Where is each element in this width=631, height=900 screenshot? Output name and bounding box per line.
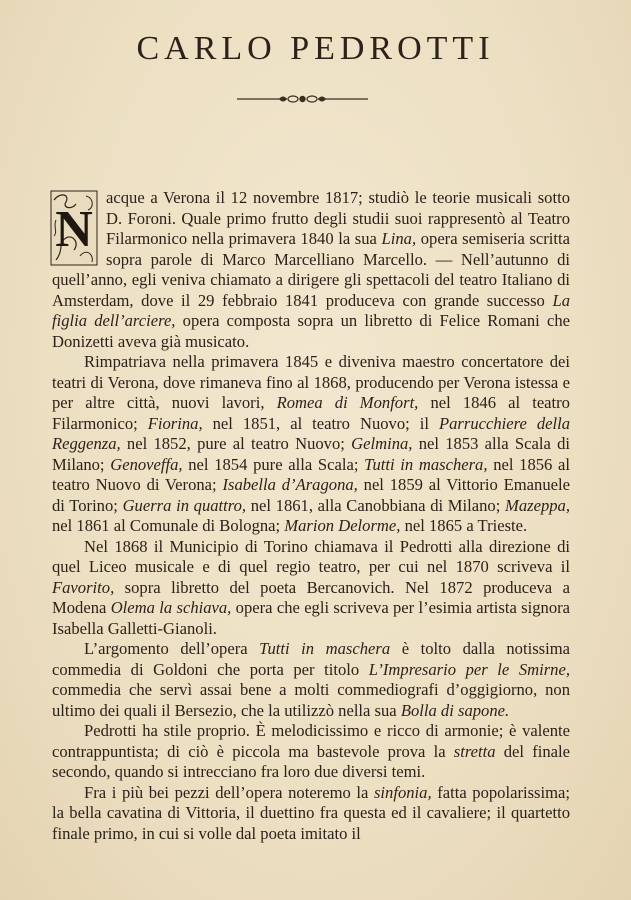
text-run: nel 1846 al teatro Filarmonico; xyxy=(52,393,570,433)
text-run: commedia che servì assai bene a molti commediografi d’oggigiorno, non ultimo dei quali il Bersezio, che la utilizzò nella sua xyxy=(52,680,570,720)
text-run: del finale secondo, quando si intrecciano fra loro due diversi temi. xyxy=(52,741,570,781)
text-run: opera composta sopra un libretto di Felice Romani che Donizetti aveva già musicato. xyxy=(52,311,570,351)
article-body xyxy=(52,188,570,844)
text-run: Fra i più bei pezzi dell’opera noteremo la xyxy=(84,782,374,802)
text-run: sopra libretto del poeta Bercanovich. Nel 1872 produceva a Modena xyxy=(52,577,570,617)
text-run: è tolto dalla notissima commedia di Goldoni che porta per titolo xyxy=(52,639,570,679)
text-run: nel 1851, al teatro Nuovo; il xyxy=(202,413,439,433)
italic-title-text: Favorito, xyxy=(52,577,115,597)
text-run: nel 1856 al teatro Nuovo di Verona; xyxy=(52,454,570,494)
text-run: acque a Verona il 12 novembre 1817; studiò le teorie musicali sotto D. Foroni. Quale primo frutto degli studii suoi rappresentò al Teatro Filarmonico nella primavera 1840 la sua xyxy=(106,188,570,248)
page-title: CARLO PEDROTTI xyxy=(136,30,495,67)
italic-title-text: Tutti in maschera xyxy=(259,639,391,658)
text-run: Nel 1868 il Municipio di Torino chiamava il Pedrotti alla direzione di quel Liceo musicale e di quel regio teatro, per cui nel 1870 scriveva il xyxy=(52,536,570,576)
text-run: nel 1854 pure alla Scala; xyxy=(182,454,365,474)
italic-title-text: stretta xyxy=(453,741,496,761)
italic-title-text: sinfonia, xyxy=(373,782,432,802)
decorated-initial xyxy=(50,190,98,266)
italic-title-text: Mazeppa, xyxy=(505,495,570,515)
text-run: Pedrotti ha stile proprio. È melodicissimo e ricco di armonie; è valente contrappuntista; di ciò è piccola ma bastevole prova la xyxy=(52,721,570,761)
text-run: Rimpatriava nella primavera 1845 e diveniva maestro concertatore dei teatri di Verona, dove rimaneva fino al 1868, producendo per Verona istessa e per altre città, nuovi lavori, xyxy=(52,352,570,412)
italic-title-text: Olema la schiava, xyxy=(110,598,232,617)
paragraph xyxy=(52,188,570,352)
text-run: nel 1865 a Trieste. xyxy=(400,516,528,535)
paragraph xyxy=(52,537,570,640)
text-run: nel 1861 al Comunale di Bologna; xyxy=(52,516,285,535)
title-ornament xyxy=(235,92,370,106)
italic-title-text: Marion Delorme, xyxy=(284,516,401,535)
text-run: nel 1859 al Vittorio Emanuele di Torino; xyxy=(52,475,570,515)
text-run: nel 1852, pure al teatro Nuovo; xyxy=(120,434,352,453)
italic-title-text: Guerra in quattro, xyxy=(122,495,247,515)
paragraph xyxy=(52,721,570,783)
italic-title-text: Romea di Monfort, xyxy=(276,393,419,412)
paragraph xyxy=(52,783,570,845)
dropcap-letter: N xyxy=(55,201,93,258)
italic-title-text: Genoveffa, xyxy=(110,454,183,474)
text-run: nel 1853 alla Scala di Milano; xyxy=(52,434,570,474)
italic-title-text: Parrucchiere della Reggenza, xyxy=(52,413,571,453)
text-run: opera semiseria scritta sopra parole di Marco Marcelliano Marcello. — Nell’autunno di quell’anno, egli veniva chiamato a dirigere gli spettacoli del teatro Italiano di Amsterdam, dove il 29 febbraio 1841 produceva con grande successo xyxy=(52,229,570,310)
italic-title-text: Bolla di sapone. xyxy=(400,700,510,720)
italic-title-text: La figlia dell’arciere, xyxy=(52,290,570,330)
paragraph xyxy=(52,352,570,537)
text-run: nel 1861, alla Canobbiana di Milano; xyxy=(246,495,505,515)
paragraph xyxy=(52,639,570,721)
text-run: fatta popolarissima; la bella cavatina di Vittoria, il duettino fra questa ed il cavaliere; il quartetto finale primo, in cui si volle dal poeta imitato il xyxy=(52,782,570,843)
text-run: L’argomento dell’opera xyxy=(84,639,260,658)
italic-title-text: Isabella d’Aragona, xyxy=(222,475,358,494)
italic-title-text: Tutti in maschera, xyxy=(364,454,488,474)
italic-title-text: L’Impresario per le Smirne, xyxy=(368,659,570,679)
italic-title-text: Lina, xyxy=(381,229,417,248)
italic-title-text: Fiorina, xyxy=(147,413,203,433)
text-run: opera che egli scriveva per l’esimia artista signora Isabella Galletti-Gianoli. xyxy=(52,598,571,638)
italic-title-text: Gelmina, xyxy=(351,434,413,453)
